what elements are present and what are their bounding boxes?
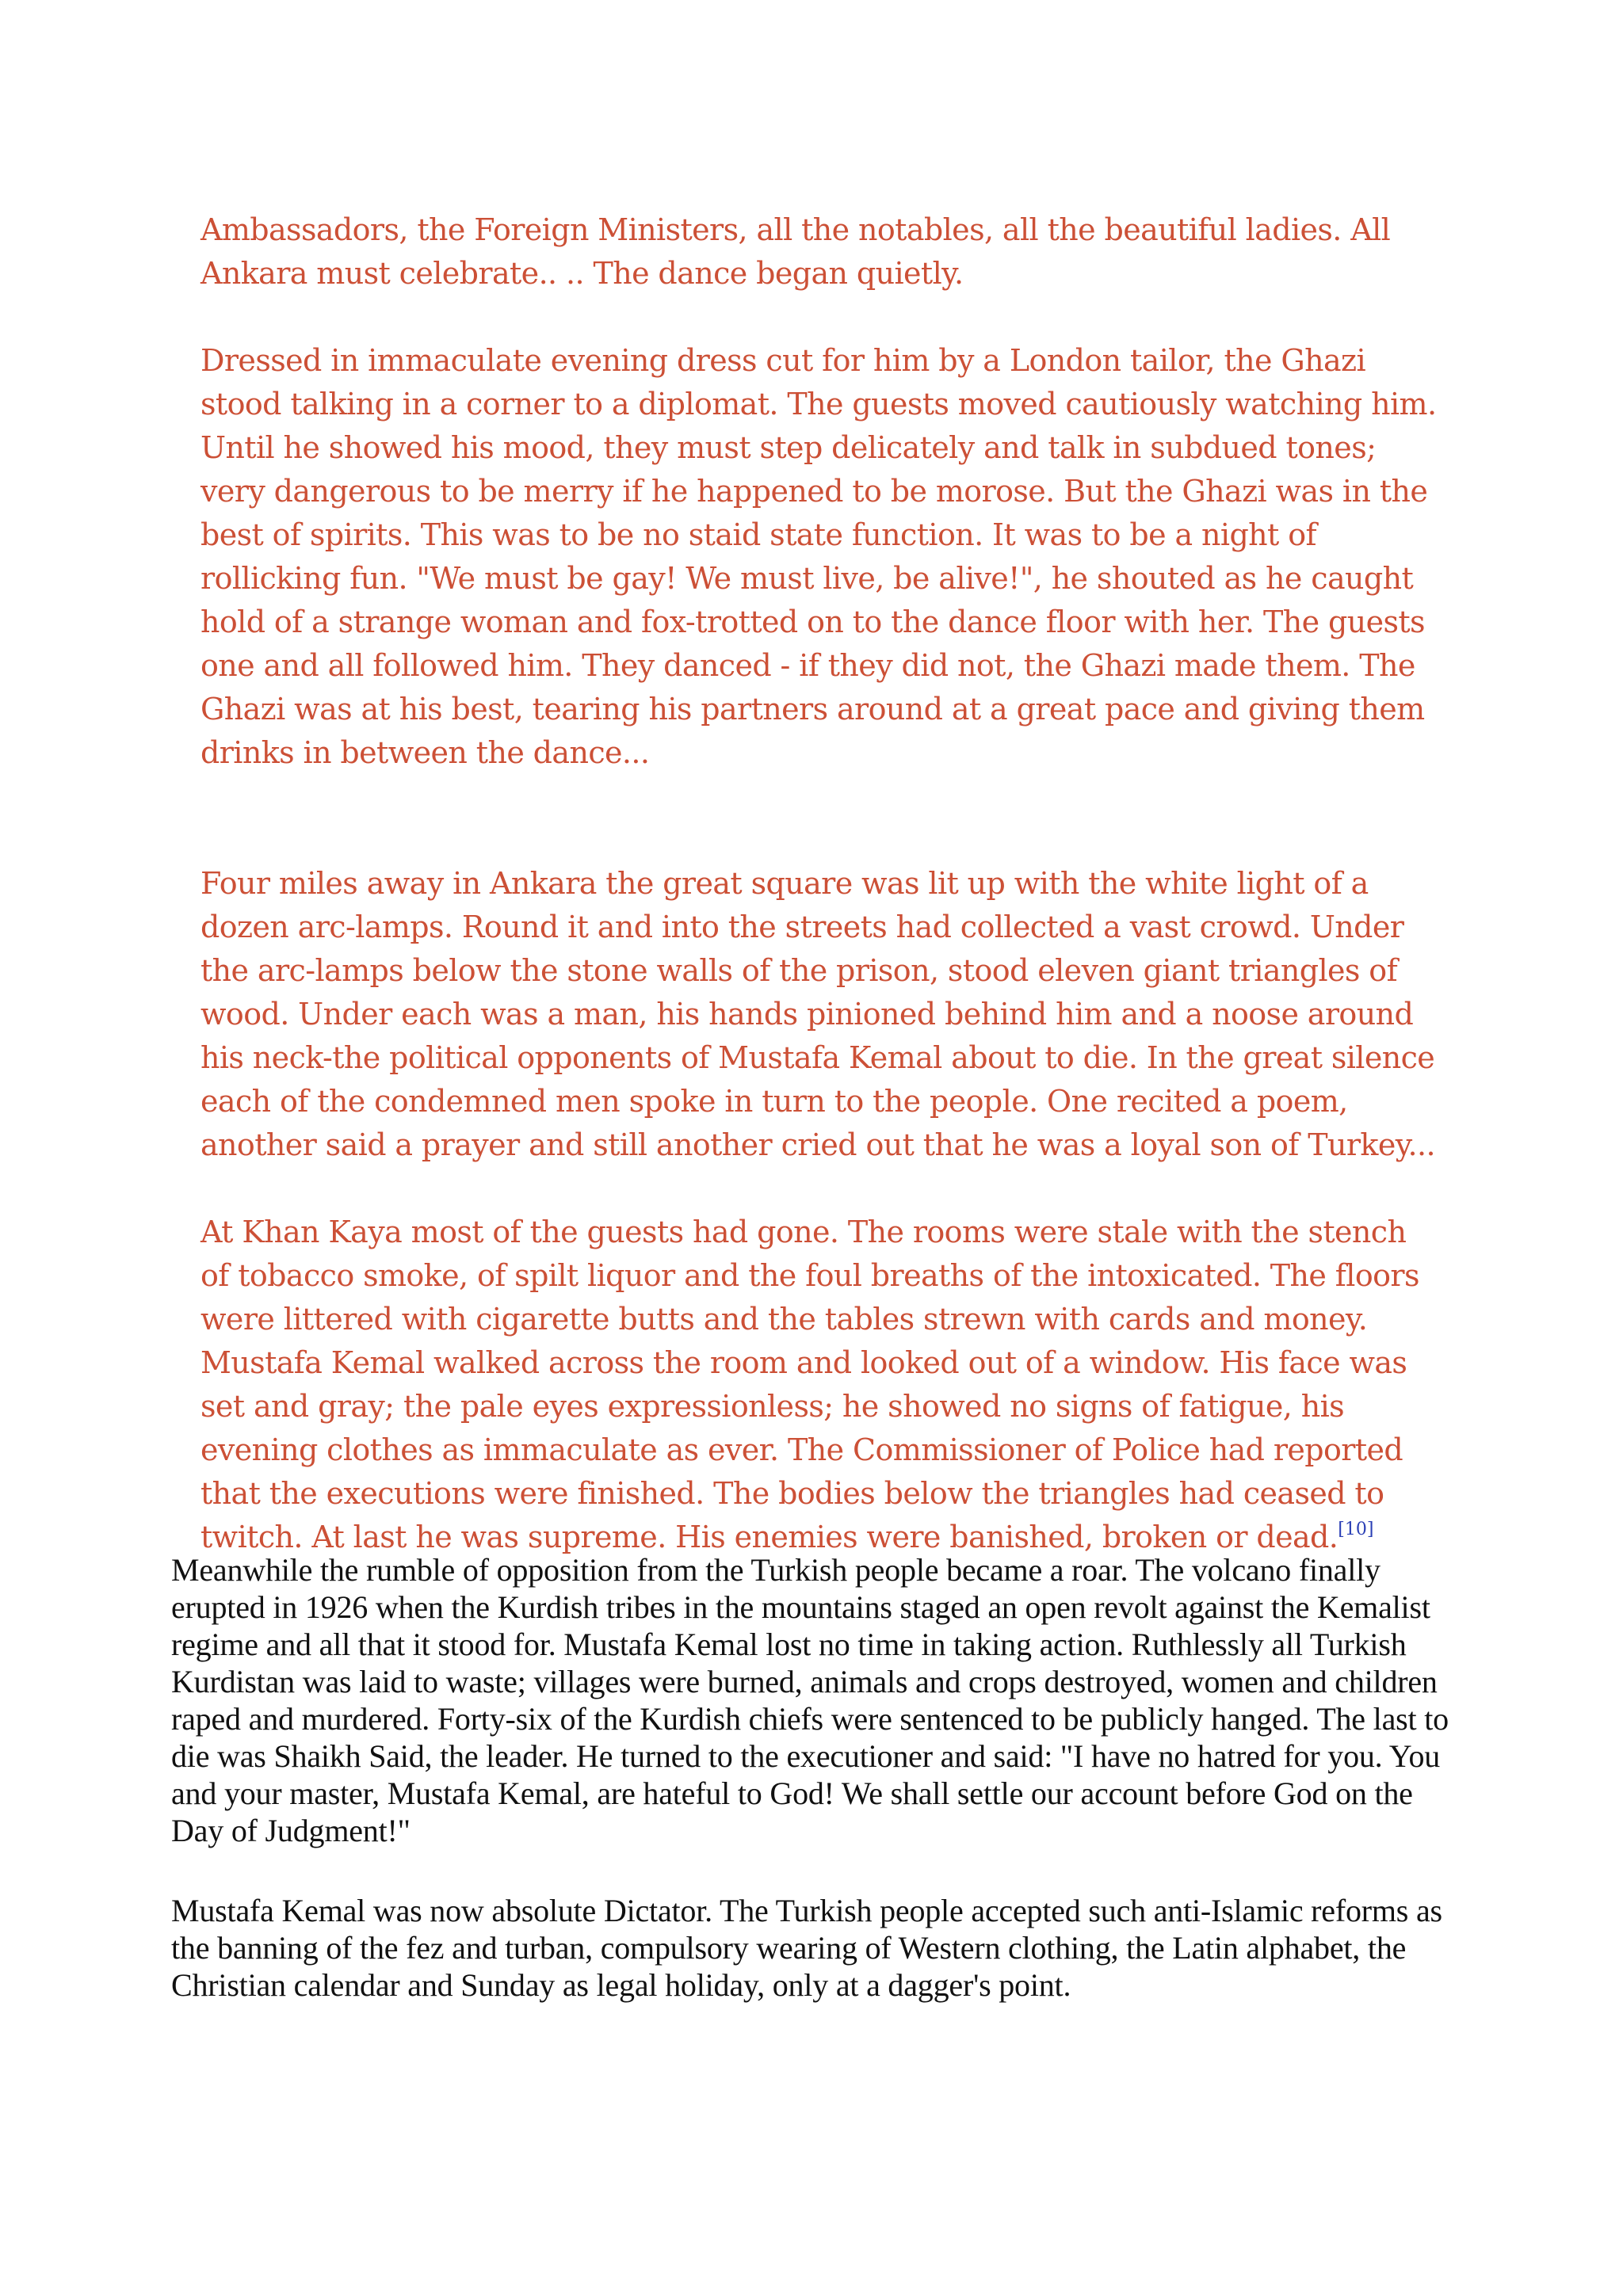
quote-paragraph-3: Four miles away in Ankara the great square was lit up with the white light of a dozen arc-lamps. Round it and into the streets had collected a vast crowd. Under the arc-lamps below the stone walls of the prison, stood eleven giant triangles of wood. Under each was a man, his hands pinioned behind him and a noose around his neck-the political opponents of Mustafa Kemal about to die. In the great silence each of the condemned men spoke in turn to the people. One recited a poem, another said a prayer and still another cried out that he was a loyal son of Turkey... [200,866,1435,1162]
body-text [171,1551,1471,2004]
quote-paragraph-4 [200,1211,1437,1559]
footnote-reference-link[interactable]: [10] [1338,1520,1374,1539]
block-quote [200,208,1437,1559]
quote-paragraph-1: Ambassadors, the Foreign Ministers, all the notables, all the beautiful ladies. All Ankara must celebrate.. .. The dance began quietly. [200,212,1391,291]
body-paragraph-2: Mustafa Kemal was now absolute Dictator. The Turkish people accepted such anti-Islamic reforms as the banning of the fez and turban, compulsory wearing of Western clothing, the Latin alphabet, the Christian calendar and Sunday as legal holiday, only at a dagger's point. [171,1893,1442,2003]
body-paragraph-1: Meanwhile the rumble of opposition from the Turkish people became a roar. The volcano finally erupted in 1926 when the Kurdish tribes in the mountains staged an open revolt against the Kemalist regime and all that it stood for. Mustafa Kemal lost no time in taking action. Ruthlessly all Turkish Kurdistan was laid to waste; villages were burned, animals and crops destroyed, women and children raped and murdered. Forty-six of the Kurdish chiefs were sentenced to be publicly hanged. The last to die was Shaikh Said, the leader. He turned to the executioner and said: "I have no hatred for you. You and your master, Mustafa Kemal, are hateful to God! We shall settle our account before God on the Day of Judgment!" [171,1552,1449,1848]
quote-paragraph-4-text: At Khan Kaya most of the guests had gone. The rooms were stale with the stench of tobacco smoke, of spilt liquor and the foul breaths of the intoxicated. The floors were littered with cigarette butts and the tables strewn with cards and money. Mustafa Kemal walked across the room and looked out of a window. His face was set and gray; the pale eyes expressionless; he showed no signs of fatigue, his evening clothes as immaculate as ever. The Commissioner of Police had reported that the executions were finished. The bodies below the triangles had ceased to twitch. At last he was supreme. His enemies were banished, broken or dead. [200,1215,1419,1554]
quote-paragraph-2: Dressed in immaculate evening dress cut for him by a London tailor, the Ghazi stood talking in a corner to a diplomat. The guests moved cautiously watching him. Until he showed his mood, they must step delicately and talk in subdued tones; very dangerous to be merry if he happened to be morose. But the Ghazi was in the best of spirits. This was to be no staid state function. It was to be a night of rollicking fun. "We must be gay! We must live, be alive!", he shouted as he caught hold of a strange woman and fox-trotted on to the dance floor with her. The guests one and all followed him. They danced - if they did not, the Ghazi made them. The Ghazi was at his best, tearing his partners around at a great pace and giving them drinks in between the dance... [200,343,1437,770]
